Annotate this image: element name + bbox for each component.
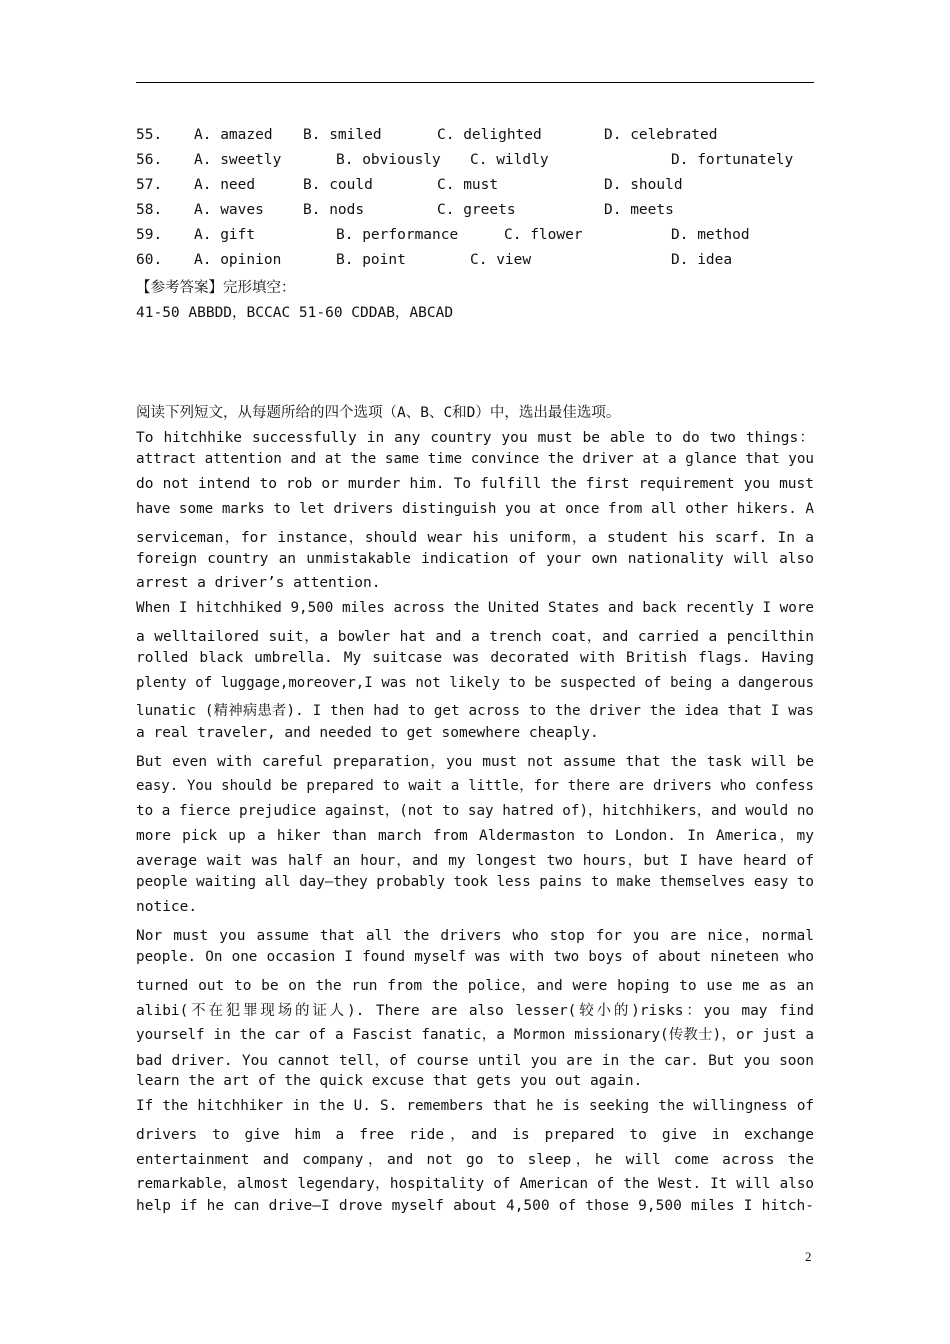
passage-line: But even with careful preparation，you must not assume that the task will be <box>136 753 814 770</box>
passage-line: foreign country an unmistakable indication of your own nationality will also <box>136 550 814 567</box>
passage-line: help if he can drive—I drove myself about 4,500 of those 9,500 miles I hitch- <box>136 1197 814 1214</box>
option-c: C. wildly <box>470 152 549 168</box>
passage-line: To hitchhike successfully in any country you must be able to do two things： <box>136 430 814 446</box>
question-number: 57. <box>136 177 163 193</box>
passage-line: rolled black umbrella. My suitcase was decorated with British flags. Having <box>136 650 814 667</box>
passage-line: do not intend to rob or murder him. To fulfill the first requirement you must <box>136 475 814 492</box>
passage-line: a real traveler, and needed to get somewhere cheaply. <box>136 724 599 741</box>
passage-line: have some marks to let drivers distinguish you at once from all other hikers. A <box>136 500 814 517</box>
passage-line: a welltailored suit，a bowler hat and a trench coat，and carried a pencilthin <box>136 629 814 646</box>
option-b: B. could <box>303 177 373 193</box>
option-d: D. idea <box>671 252 733 268</box>
passage-line: When I hitchhiked 9,500 miles across the United States and back recently I wore <box>136 600 814 617</box>
passage-line: to a fierce prejudice against，(not to say hatred of)，hitchhikers，and would no <box>136 802 814 819</box>
option-c: C. must <box>437 177 499 193</box>
option-a: A. need <box>194 177 256 193</box>
option-a: A. waves <box>194 202 264 218</box>
passage-line: alibi(不在犯罪现场的证人). There are also lesser(较小的)risks：you may find <box>136 1002 814 1019</box>
question-number: 59. <box>136 227 163 243</box>
option-b: B. nods <box>303 202 365 218</box>
option-a: A. gift <box>194 227 256 243</box>
passage-line: turned out to be on the run from the police，and were hoping to use me as an <box>136 977 814 994</box>
answer-heading: 【参考答案】完形填空： <box>136 280 296 296</box>
option-d: D. should <box>604 177 683 193</box>
question-number: 60. <box>136 252 163 268</box>
question-number: 56. <box>136 152 163 168</box>
option-b: B. performance <box>336 227 459 243</box>
passage-line: yourself in the car of a Fascist fanatic，a Mormon missionary(传教士)，or just a <box>136 1026 814 1043</box>
passage-line: notice. <box>136 899 198 916</box>
passage-line: people waiting all day—they probably took less pains to make themselves easy to <box>136 874 814 891</box>
passage-line: learn the art of the quick excuse that gets you out again. <box>136 1073 643 1090</box>
option-d: D. fortunately <box>671 152 794 168</box>
reading-instruction: 阅读下列短文，从每题所给的四个选项（A、B、C和D）中，选出最佳选项。 <box>136 405 621 421</box>
option-d: D. method <box>671 227 750 243</box>
passage-line: lunatic (精神病患者). I then had to get across to the driver the idea that I was <box>136 702 814 719</box>
option-c: C. greets <box>437 202 516 218</box>
answer-key: 41-50 ABBDD，BCCAC 51-60 CDDAB，ABCAD <box>136 305 454 321</box>
passage-line: serviceman，for instance，should wear his uniform，a student his scarf. In a <box>136 529 814 546</box>
option-b: B. point <box>336 252 406 268</box>
passage-line: people. On one occasion I found myself was with two boys of about nineteen who <box>136 948 814 965</box>
option-c: C. flower <box>504 227 583 243</box>
passage-line: plenty of luggage,moreover,I was not likely to be suspected of being a dangerous <box>136 675 814 691</box>
option-b: B. smiled <box>303 127 382 143</box>
passage-line: entertainment and company，and not go to sleep，he will come across the <box>136 1152 814 1169</box>
passage-line: easy. You should be prepared to wait a little，for there are drivers who confess <box>136 777 814 794</box>
passage-line: Nor must you assume that all the drivers who stop for you are nice，normal <box>136 928 814 944</box>
passage-line: drivers to give him a free ride，and is prepared to give in exchange <box>136 1127 814 1144</box>
passage-line: remarkable，almost legendary，hospitality of American of the West. It will also <box>136 1176 814 1192</box>
passage-line: bad driver. You cannot tell，of course until you are in the car. But you soon <box>136 1052 814 1069</box>
passage-line: If the hitchhiker in the U. S. remembers that he is seeking the willingness of <box>136 1098 814 1115</box>
passage-line: more pick up a hiker than march from Aldermaston to London. In America，my <box>136 828 814 845</box>
passage-line: arrest a driver’s attention. <box>136 575 381 592</box>
option-d: D. meets <box>604 202 674 218</box>
option-d: D. celebrated <box>604 127 718 143</box>
option-a: A. opinion <box>194 252 282 268</box>
question-number: 58. <box>136 202 163 218</box>
option-a: A. amazed <box>194 127 273 143</box>
header-rule <box>136 82 814 83</box>
option-b: B. obviously <box>336 152 441 168</box>
passage-line: attract attention and at the same time convince the driver at a glance that you <box>136 450 814 467</box>
option-c: C. delighted <box>437 127 542 143</box>
option-c: C. view <box>470 252 532 268</box>
page-number: 2 <box>805 1249 812 1264</box>
question-number: 55. <box>136 127 163 143</box>
passage-line: average wait was half an hour，and my longest two hours，but I have heard of <box>136 853 814 870</box>
option-a: A. sweetly <box>194 152 282 168</box>
